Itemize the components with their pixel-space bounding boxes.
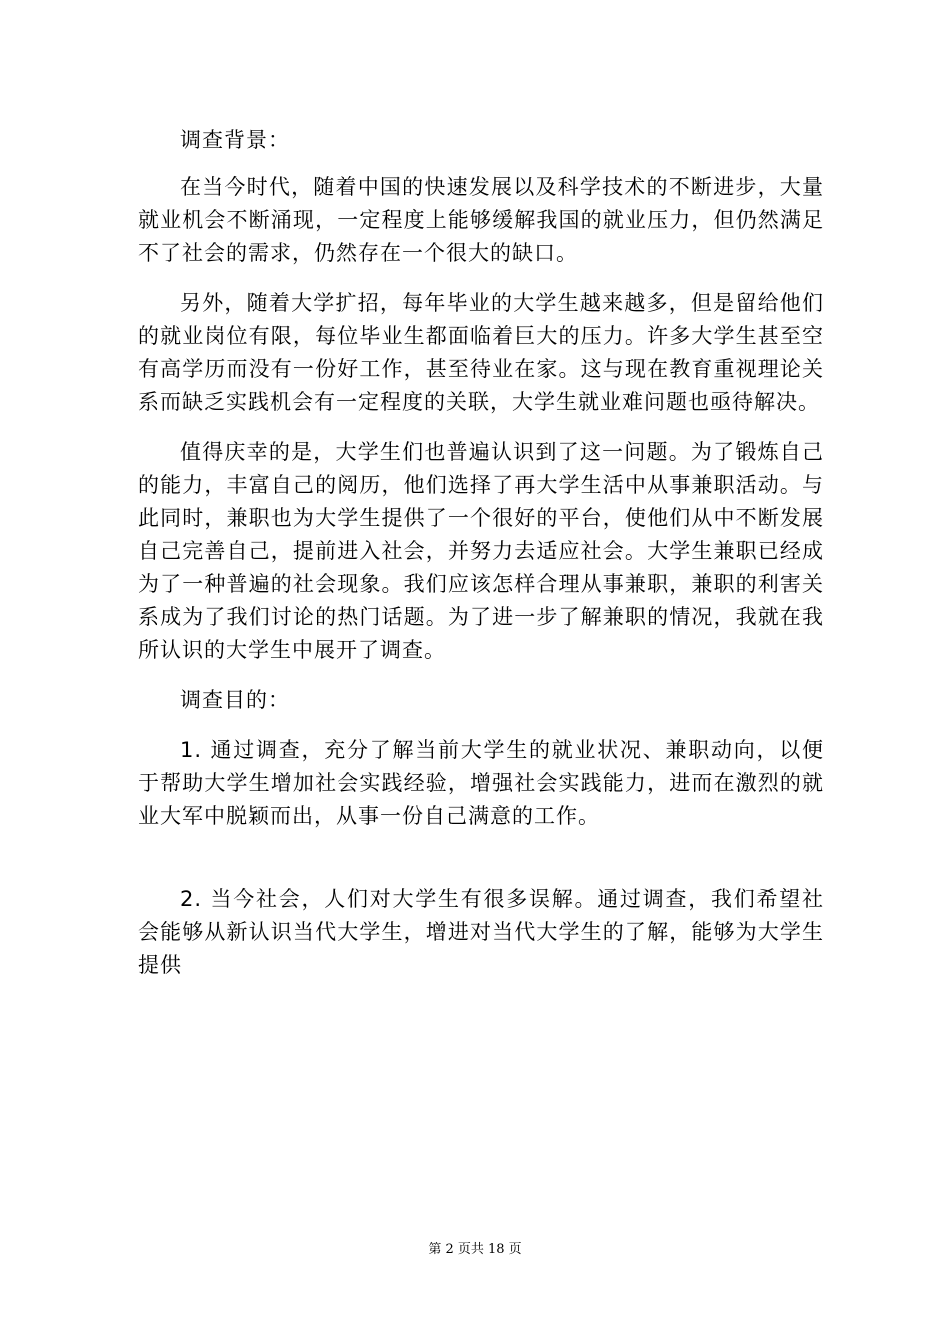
document-body <box>138 124 824 982</box>
numbered-list-item: 2. 当今社会，人们对大学生有很多误解。通过调查，我们希望社会能够从新认识当代大学生，增进对当代大学生的了解，能够为大学生提供 <box>138 887 824 977</box>
body-paragraph: 值得庆幸的是，大学生们也普遍认识到了这一问题。为了锻炼自己的能力，丰富自己的阅历，他们选择了再大学生活中从事兼职活动。与此同时，兼职也为大学生提供了一个很好的平台，使他们从中不断发展自己完善自己，提前进入社会，并努力去适应社会。大学生兼职已经成为了一种普遍的社会现象。我们应该怎样合理从事兼职，兼职的利害关系成为了我们讨论的热门话题。为了进一步了解兼职的情况，我就在我所认识的大学生中展开了调查。 <box>138 440 824 662</box>
section-heading-background: 调查背景： <box>180 128 290 152</box>
page-number-footer: 第 2 页共 18 页 <box>428 1242 522 1257</box>
body-paragraph: 另外，随着大学扩招，每年毕业的大学生越来越多，但是留给他们的就业岗位有限，每位毕业生都面临着巨大的压力。许多大学生甚至空有高学历而没有一份好工作，甚至待业在家。这与现在教育重视理论关系而缺乏实践机会有一定程度的关联，大学生就业难问题也亟待解决。 <box>138 291 824 414</box>
numbered-list-item: 1. 通过调查，充分了解当前大学生的就业状况、兼职动向，以便于帮助大学生增加社会实践经验，增强社会实践能力，进而在激烈的就业大军中脱颖而出，从事一份自己满意的工作。 <box>138 738 824 828</box>
body-paragraph: 在当今时代，随着中国的快速发展以及科学技术的不断进步，大量就业机会不断涌现，一定程度上能够缓解我国的就业压力，但仍然满足不了社会的需求，仍然存在一个很大的缺口。 <box>138 175 824 265</box>
section-heading-purpose: 调查目的： <box>180 688 290 712</box>
